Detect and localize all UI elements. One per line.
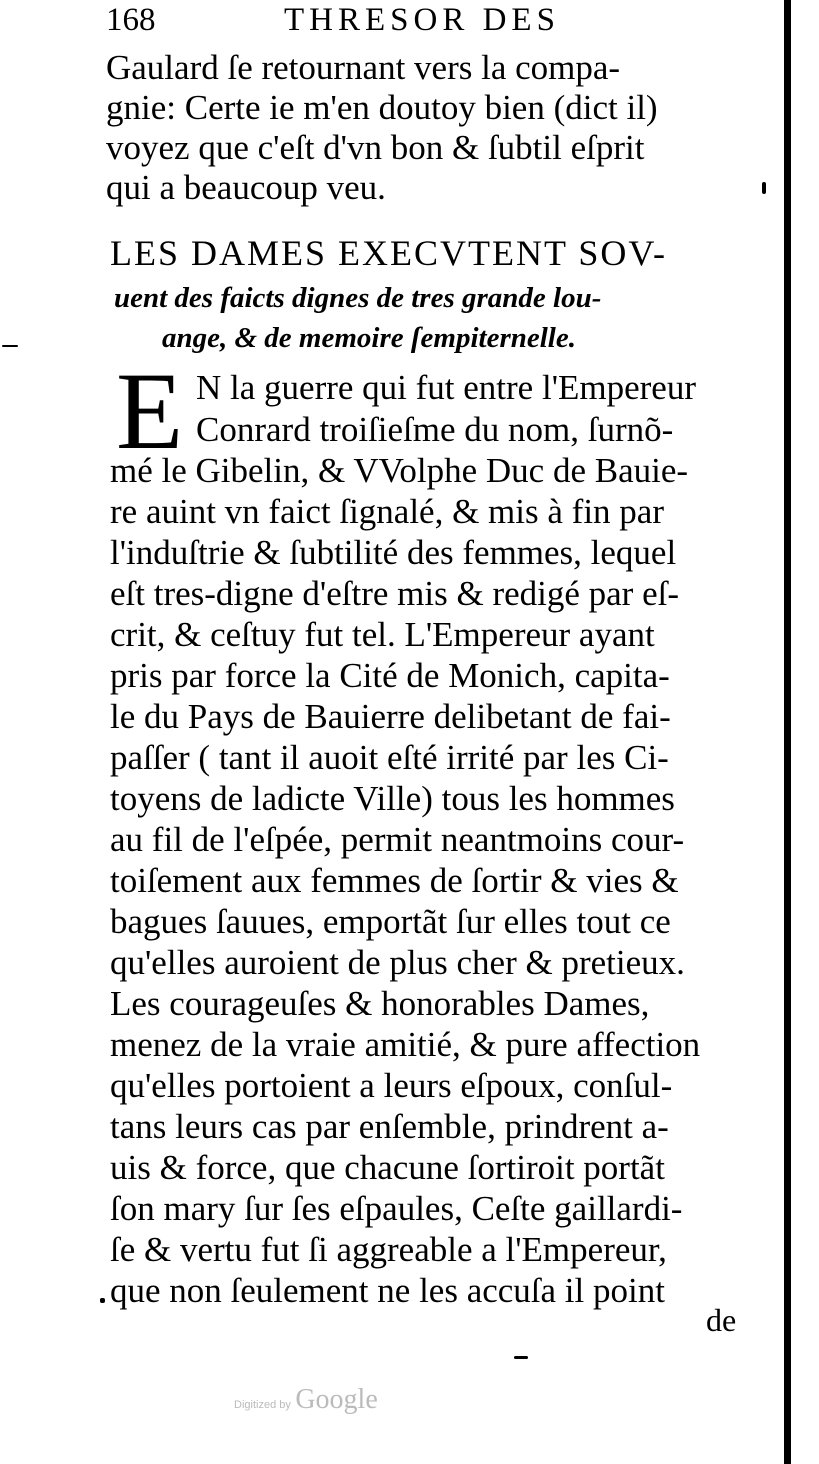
running-title: THRESOR DES bbox=[284, 2, 560, 38]
text-line: le du Pays de Bauierre delibetant de fai- bbox=[110, 697, 671, 736]
text-line: menez de la vraie amitié, & pure affection bbox=[110, 1025, 701, 1064]
text-line: toyens de ladicte Ville) tous les hommes bbox=[110, 779, 675, 818]
text-line: pris par force la Cité de Monich, capita- bbox=[110, 656, 670, 695]
text-line: mé le Gibelin, & VVolphe Duc de Bauie- bbox=[110, 451, 689, 490]
text-line: ſon mary ſur ſes eſpaules, Ceſte gaillardi- bbox=[110, 1189, 683, 1228]
text-line: toiſement aux femmes de ſortir & vies & bbox=[110, 861, 679, 900]
digitization-watermark bbox=[234, 1384, 378, 1416]
text-line: voyez que c'eſt d'vn bon & ſubtil eſprit bbox=[106, 128, 645, 167]
text-line: ſe & vertu fut ſi aggreable a l'Empereur, bbox=[110, 1230, 667, 1269]
text-line: Les courageuſes & honorables Dames, bbox=[110, 984, 650, 1023]
page-number: 168 bbox=[106, 2, 156, 38]
drop-capital: E bbox=[116, 350, 184, 472]
text-line: que non ſeulement ne les accuſa il point bbox=[110, 1271, 665, 1310]
text-line: qui a beaucoup veu. bbox=[106, 168, 386, 207]
watermark-prefix: Digitized by bbox=[234, 1399, 291, 1411]
catchword: de bbox=[706, 1302, 737, 1338]
chapter-subheading-line: ange, & de memoire ſempiternelle. bbox=[162, 322, 576, 354]
page-edge-border bbox=[784, 0, 791, 1464]
margin-mark bbox=[762, 182, 766, 194]
watermark-brand: Google bbox=[295, 1384, 378, 1415]
running-head bbox=[106, 2, 746, 46]
text-line: Conrard troiſieſme du nom, ſurnõ- bbox=[196, 410, 674, 449]
text-line: N la guerre qui fut entre l'Empereur bbox=[196, 368, 696, 407]
text-line: re auint vn faict ſignalé, & mis à fin par bbox=[110, 492, 664, 531]
text-line: crit, & ceſtuy fut tel. L'Empereur ayant bbox=[110, 615, 655, 654]
text-line: bagues ſauues, emportãt ſur elles tout ce bbox=[110, 902, 671, 941]
text-line: tans leurs cas par enſemble, prindrent a- bbox=[110, 1107, 669, 1146]
text-line: paſſer ( tant il auoit eſté irrité par les Ci- bbox=[110, 738, 669, 777]
chapter-heading: LES DAMES EXECVTENT SOV- bbox=[110, 233, 668, 273]
text-line: au fil de l'eſpée, permit neantmoins cour- bbox=[110, 820, 685, 859]
text-line: qu'elles auroient de plus cher & pretieux. bbox=[110, 943, 685, 982]
margin-mark bbox=[2, 345, 18, 347]
text-line: l'induſtrie & ſubtilité des femmes, lequel bbox=[110, 533, 677, 572]
margin-mark bbox=[100, 1298, 105, 1303]
text-line: qu'elles portoient a leurs eſpoux, conſul- bbox=[110, 1066, 673, 1105]
text-line: Gaulard ſe retournant vers la compa- bbox=[106, 48, 621, 87]
text-line: uis & force, que chacune ſortiroit portãt bbox=[110, 1148, 665, 1187]
margin-mark bbox=[514, 1356, 528, 1359]
text-line: gnie: Certe ie m'en doutoy bien (dict il) bbox=[106, 88, 658, 127]
text-line: eſt tres-digne d'eſtre mis & redigé par eſ- bbox=[110, 574, 680, 613]
chapter-subheading-line: uent des faicts dignes de tres grande lou- bbox=[114, 282, 602, 314]
